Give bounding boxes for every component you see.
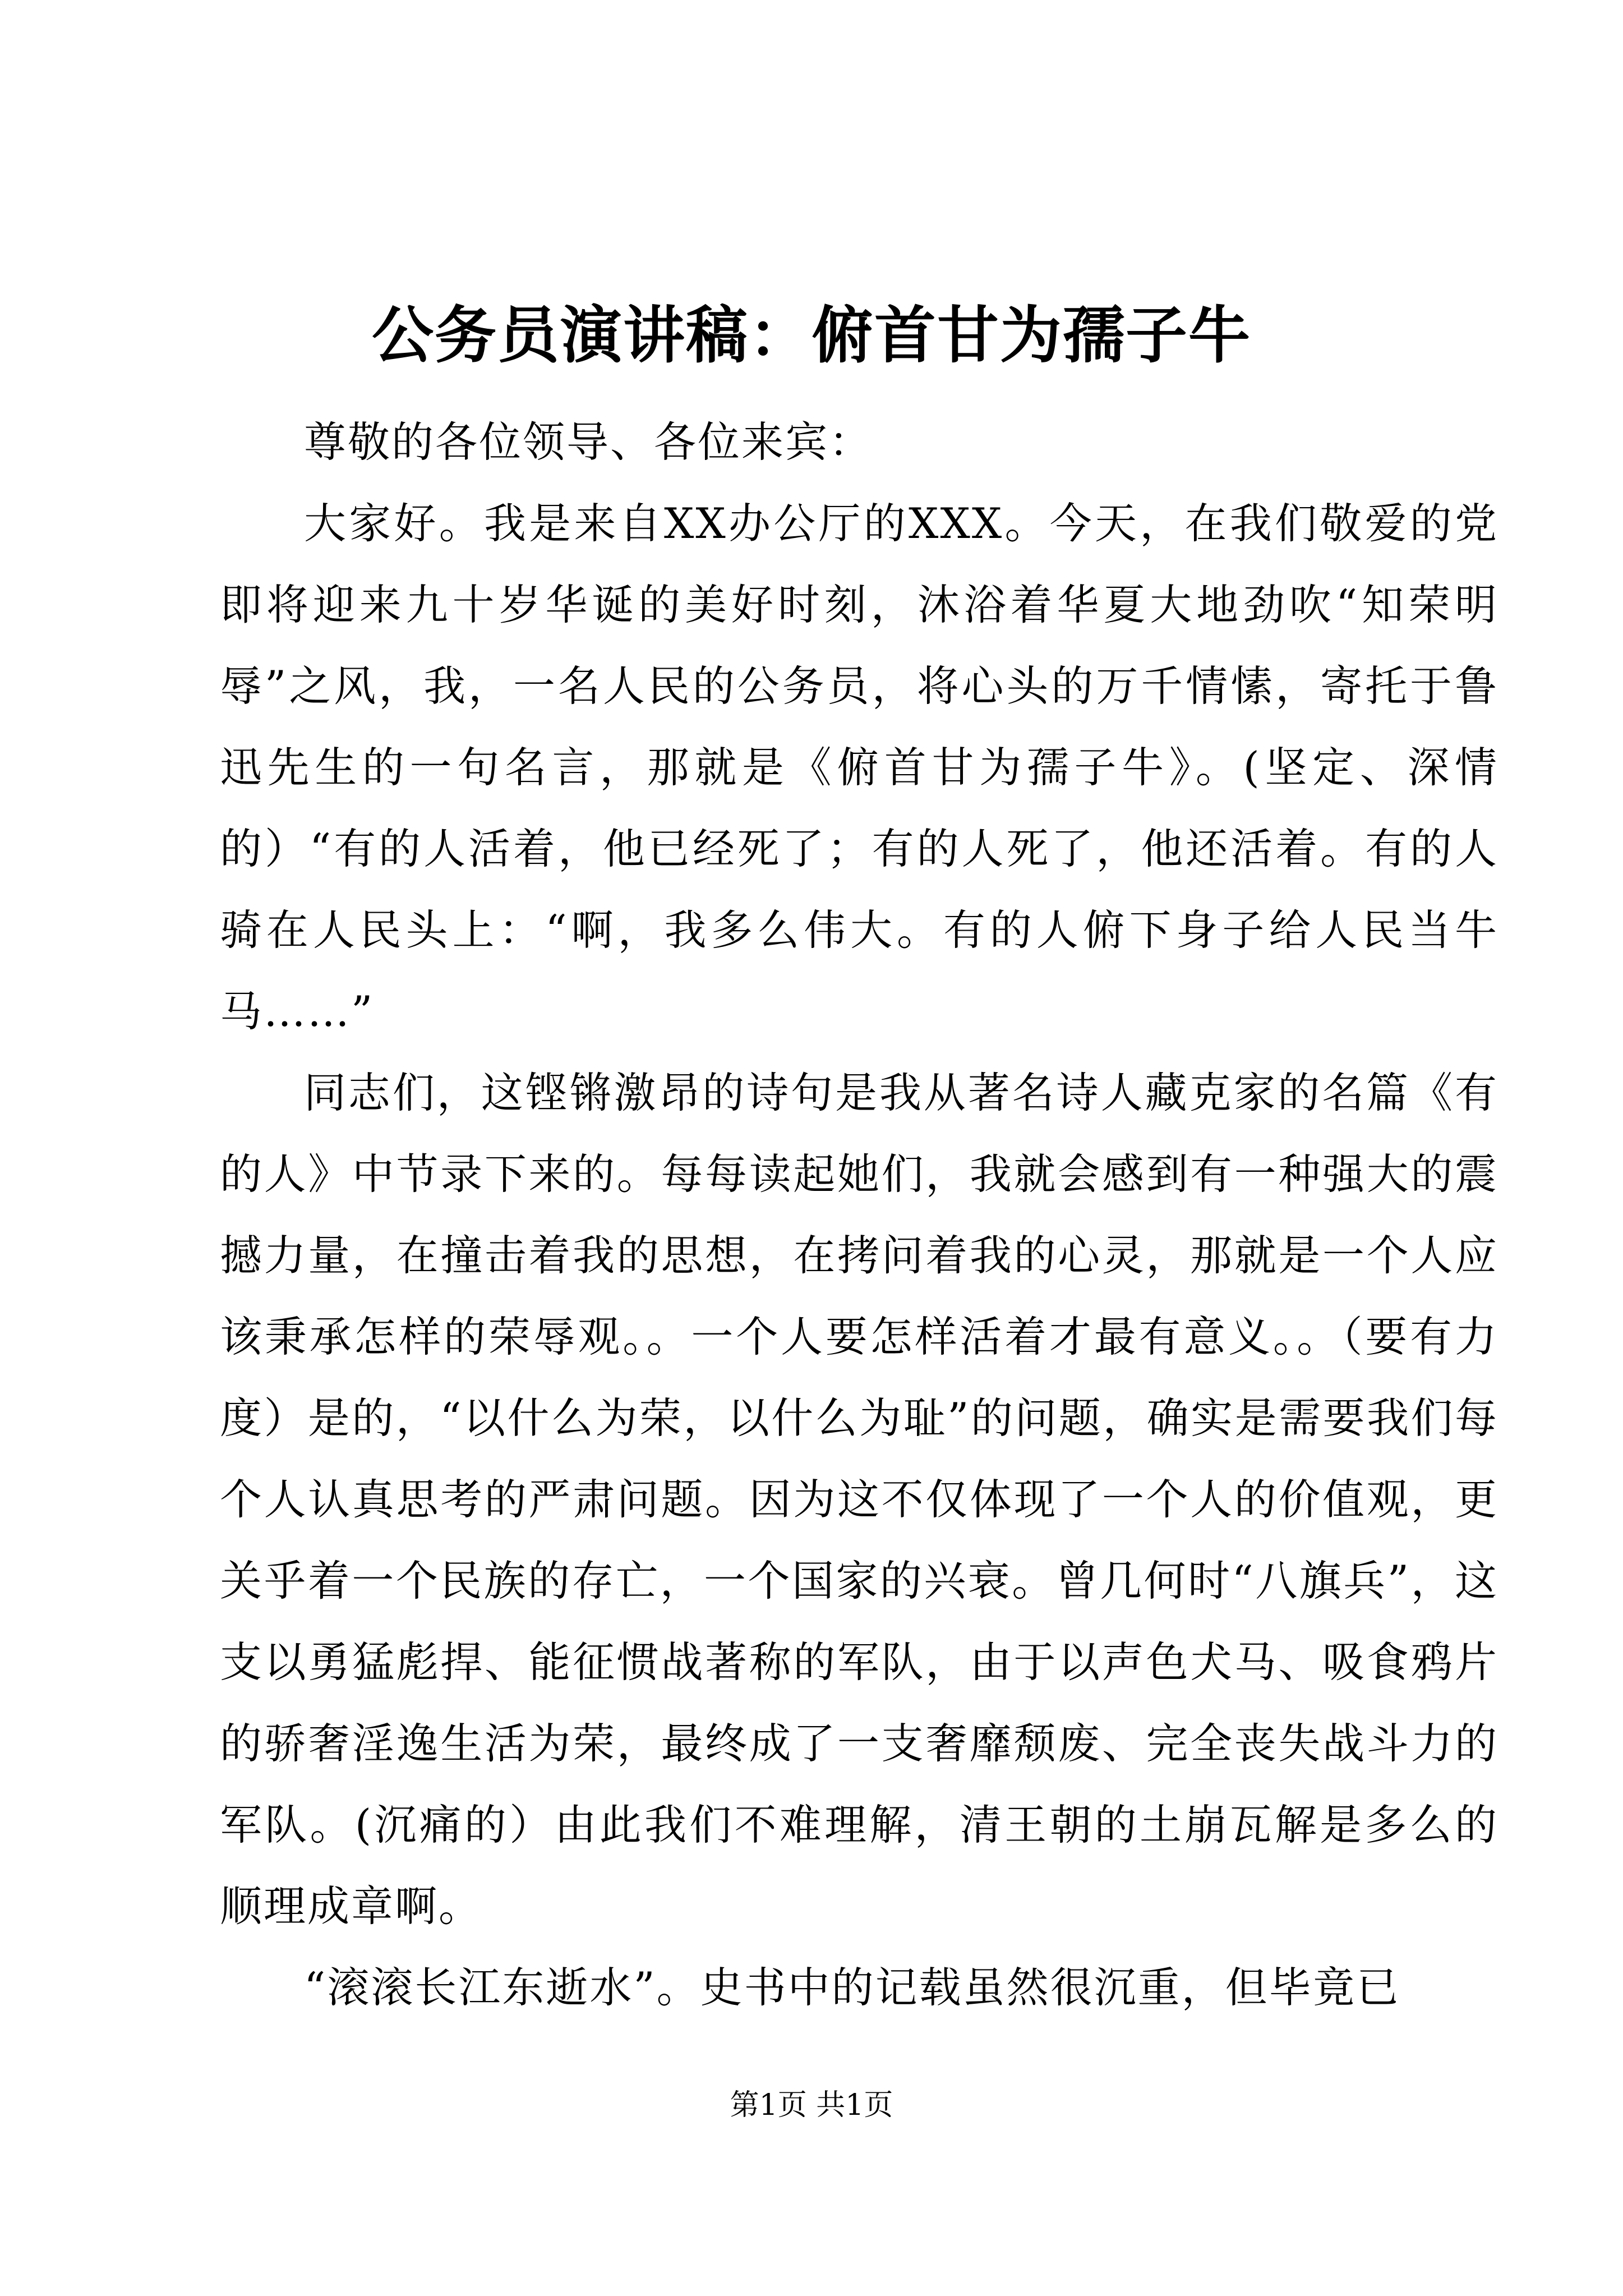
salutation-paragraph: 尊敬的各位领导、各位来宾： [304,417,873,467]
page-number-footer: 第1页 共1页 [730,2088,893,2122]
body-paragraph: 同志们，这铿锵激昂的诗句是我从著名诗人藏克家的名篇《有的人》中节录下来的。每每读起她们，我就会感到有一种强大的震撼力量，在撞击着我的思想，在拷问着我的心灵，那就是一个人应该秉承怎样的荣辱观。。一个人要怎样活着才最有意义。。（要有力度）是的，“以什么为荣，以什么为耻”的问题，确实是需要我们每个人认真思考的严肃问题。因为这不仅体现了一个人的价值观，更关乎着一个民族的存亡，一个国家的兴衰。曾几何时“八旗兵”，这支以勇猛彪捍、能征惯战著称的军队，由于以声色犬马、吸食鸦片的骄奢淫逸生活为荣，最终成了一支奢靡颓废、完全丧失战斗力的军队。(沉痛的）由此我们不难理解，清王朝的土崩瓦解是多么的顺理成章啊。 [220,1068,1498,1931]
document-title: 公务员演讲稿：俯首甘为孺子牛 [372,299,1251,371]
document-body [220,402,1498,2028]
body-paragraph: “滚滚长江东逝水”。史书中的记载虽然很沉重，但毕竟已 [304,1963,1400,2012]
body-paragraph: 大家好。我是来自XX办公厅的XXX。今天，在我们敬爱的党即将迎来九十岁华诞的美好时刻，沐浴着华夏大地劲吹“知荣明辱”之风，我，一名人民的公务员，将心头的万千情愫，寄托于鲁迅先生的一句名言，那就是《俯首甘为孺子牛》。(坚定、深情的）“有的人活着，他已经死了；有的人死了，他还活着。有的人骑在人民头上：“啊，我多么伟大。有的人俯下身子给人民当牛马……” [220,499,1498,1036]
